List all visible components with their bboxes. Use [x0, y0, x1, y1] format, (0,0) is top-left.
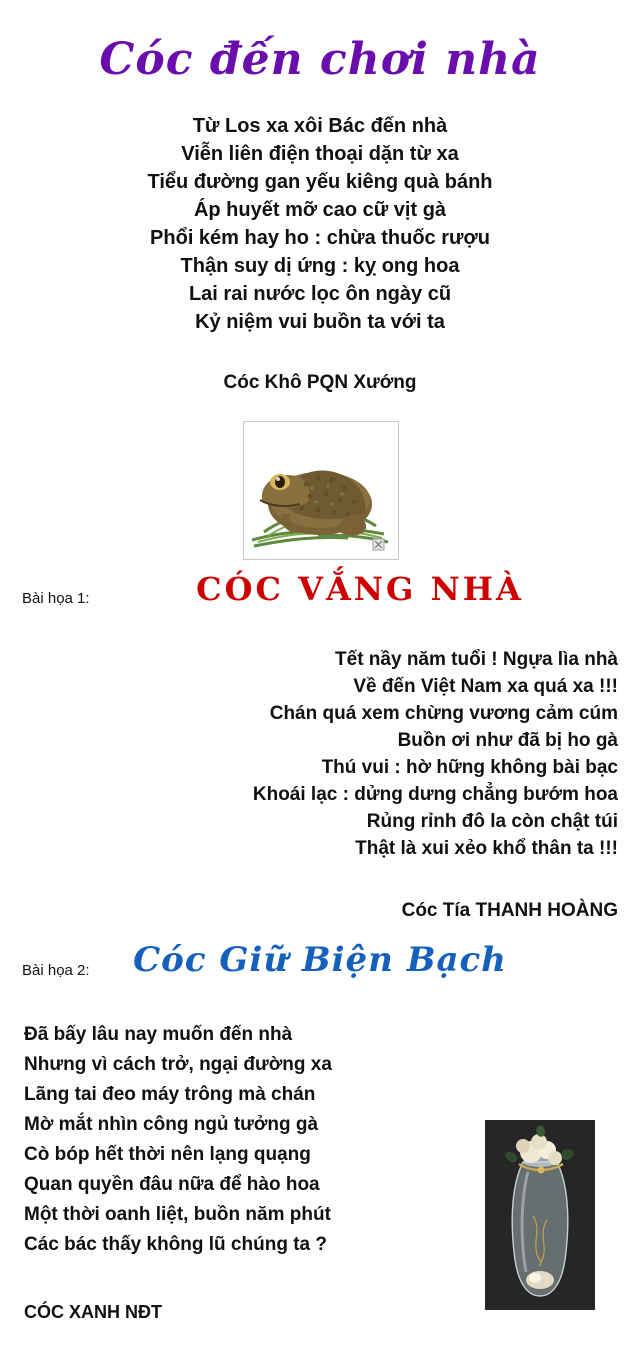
label-bai-hoa-2: Bài họa 2: — [22, 962, 90, 979]
poem-line: Các bác thấy không lũ chúng ta ? — [24, 1234, 327, 1255]
poem-1-body — [0, 112, 640, 336]
poem-line: Đã bấy lâu nay muốn đến nhà — [24, 1024, 293, 1045]
poem-line: Thận suy dị ứng : kỵ ong hoa — [180, 255, 460, 277]
poem-line: Thật là xui xẻo khổ thân ta !!! — [355, 838, 618, 859]
poem-2-title: CÓC VẮNG NHÀ — [196, 570, 524, 608]
poem-line: Phổi kém hay ho : chừa thuốc rượu — [150, 227, 490, 249]
poem-line: Một thời oanh liệt, buồn năm phút — [24, 1204, 331, 1225]
poem-line: Áp huyết mỡ cao cữ vịt gà — [193, 199, 447, 221]
poem-line: Về đến Việt Nam xa quá xa !!! — [353, 676, 618, 697]
poem-2-signature: Cóc Tía THANH HOÀNG — [401, 900, 618, 921]
poem-line: Viễn liên điện thoại dặn từ xa — [181, 143, 459, 165]
poem-1-title: Cóc đến chơi nhà — [99, 34, 541, 85]
poem-3-title: Cóc Giữ Biện Bạch — [133, 940, 507, 980]
poem-line: Mờ mắt nhìn công ngủ tưởng gà — [24, 1114, 319, 1135]
poem-line: Lãng tai đeo máy trông mà chán — [24, 1084, 316, 1105]
toad-illustration — [243, 421, 399, 560]
toad-image-svg — [244, 422, 396, 557]
poem-line: Lai rai nước lọc ôn ngày cũ — [188, 283, 452, 305]
poem-1-signature: Cóc Khô PQN Xướng — [223, 372, 417, 393]
poem-line: Tết nầy năm tuổi ! Ngựa lìa nhà — [335, 649, 618, 670]
vase-image-svg — [485, 1120, 595, 1310]
poem-line: Rủng rỉnh đô la còn chật túi — [366, 811, 618, 832]
glass-vase-with-flowers — [485, 1120, 595, 1310]
poem-line: Kỷ niệm vui buồn ta với ta — [195, 311, 445, 333]
poem-line: Buồn ơi như đã bị ho gà — [397, 730, 618, 751]
label-bai-hoa-1: Bài họa 1: — [22, 590, 90, 607]
poem-line: Khoái lạc : dửng dưng chẳng bướm hoa — [252, 784, 618, 805]
poem-3-body — [24, 1020, 464, 1260]
poem-2-body — [0, 646, 618, 862]
poem-line: Quan quyền đâu nữa để hào hoa — [24, 1174, 320, 1195]
poem-3-signature: CÓC XANH NĐT — [24, 1302, 162, 1322]
poem-line: Nhưng vì cách trở, ngại đường xa — [24, 1054, 332, 1075]
poem-line: Chán quá xem chừng vương cảm cúm — [269, 703, 618, 724]
poem-line: Cò bóp hết thời nên lạng quạng — [24, 1144, 311, 1165]
poem-line: Thú vui : hờ hững không bài bạc — [321, 757, 618, 778]
poem-line: Tiểu đường gan yếu kiêng quà bánh — [147, 171, 493, 193]
poem-line: Từ Los xa xôi Bác đến nhà — [192, 115, 448, 137]
